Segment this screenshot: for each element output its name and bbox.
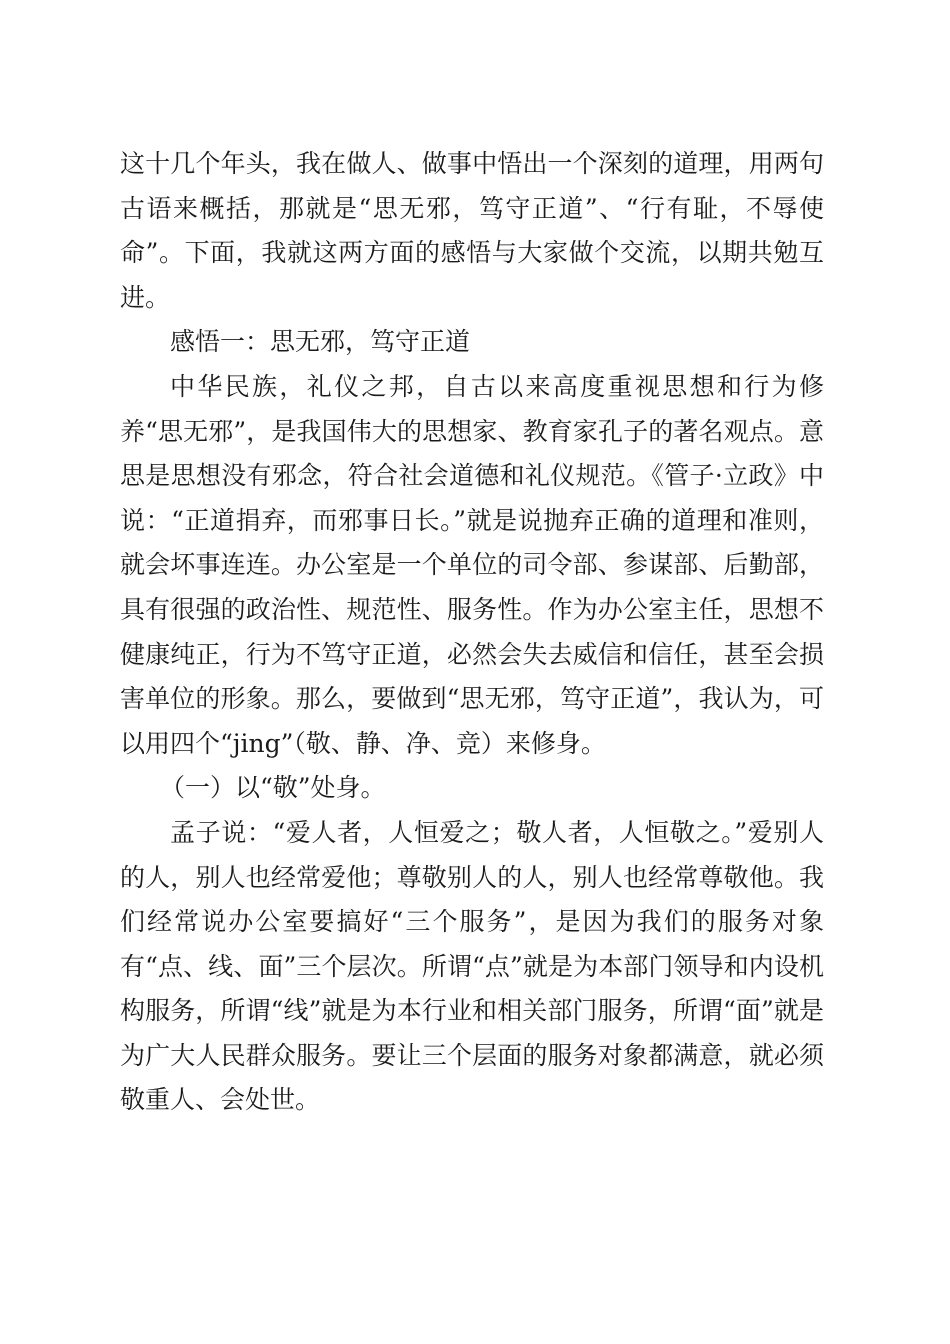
subsection-heading-1: （一）以“敬”处身。 — [160, 773, 386, 803]
body-text — [120, 142, 824, 1123]
section-heading-1: 感悟一：思无邪，笃守正道 — [170, 327, 471, 357]
paragraph-mencius: 孟子说：“爱人者，人恒爱之；敬人者，人恒敬之。”爱别人的人，别人也经常爱他；尊敬别人的人，别人也经常尊敬他。我们经常说办公室要搞好“三个服务”，是因为我们的服务对象有“点、线、面”三个层次。所谓“点”就是为本部门领导和内设机构服务，所谓“线”就是为本行业和相关部门服务，所谓“面”就是为广大人民群众服务。要让三个层面的服务对象都满意，就必须敬重人、会处世。 — [120, 817, 824, 1115]
paragraph-si-wu-xie: 中华民族，礼仪之邦，自古以来高度重视思想和行为修养“思无邪”，是我国伟大的思想家、教育家孔子的著名观点。意思是思想没有邪念，符合社会道德和礼仪规范。《管子·立政》中说：“正道捐弃，而邪事日长。”就是说抛弃正确的道理和准则，就会坏事连连。办公室是一个单位的司令部、参谋部、后勤部，具有很强的政治性、规范性、服务性。作为办公室主任，思想不健康纯正，行为不笃守正道，必然会失去威信和信任，甚至会损害单位的形象。那么，要做到“思无邪，笃守正道”，我认为，可以用四个“jing”（敬、静、净、竞）来修身。 — [120, 371, 824, 758]
paragraph-intro: 这十几个年头，我在做人、做事中悟出一个深刻的道理，用两句古语来概括，那就是“思无邪，笃守正道”、“行有耻，不辱使命”。下面，我就这两方面的感悟与大家做个交流，以期共勉互进。 — [120, 149, 824, 312]
